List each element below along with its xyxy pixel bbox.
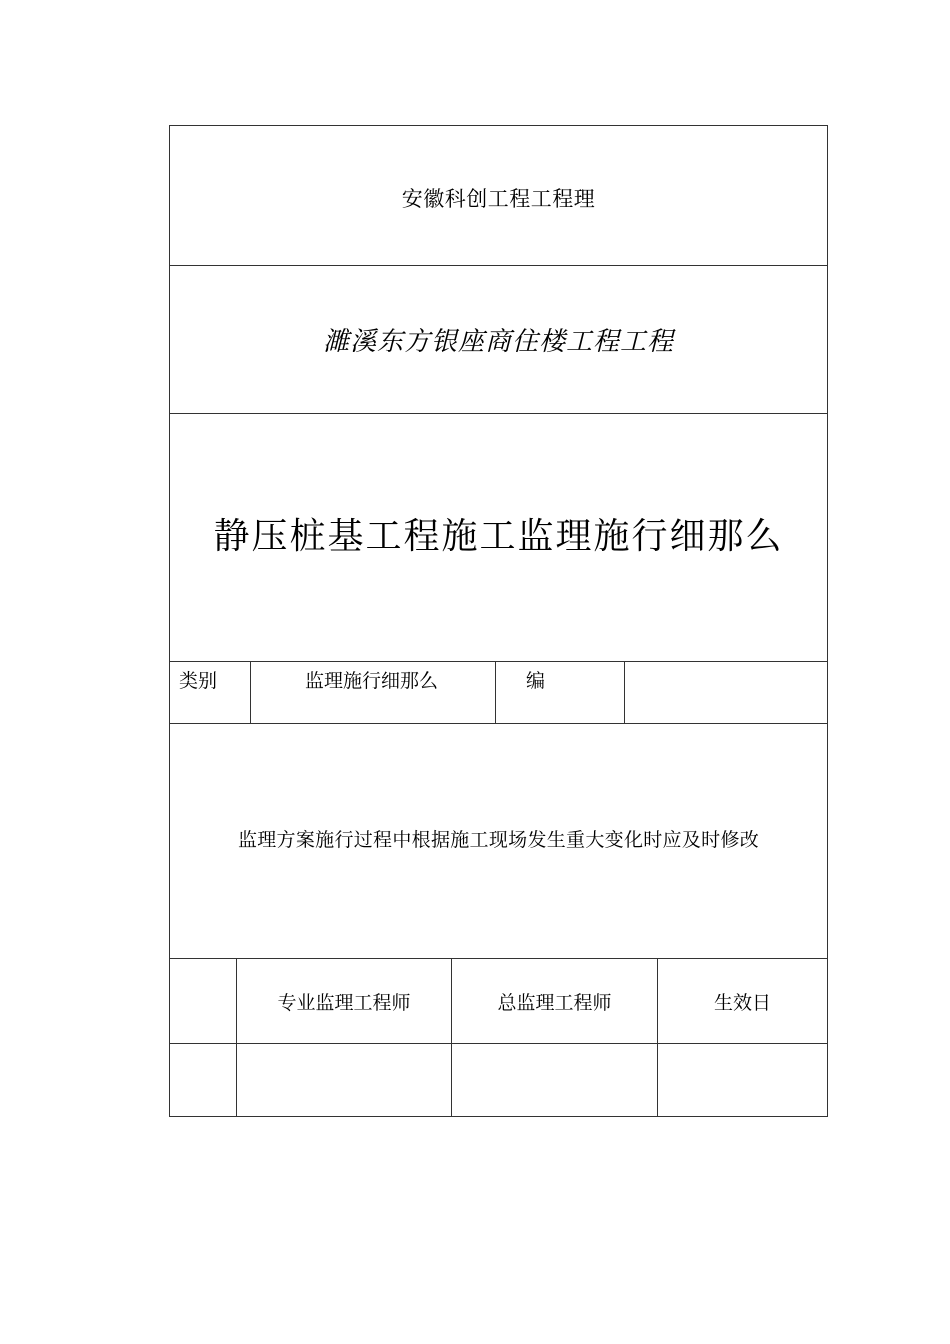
specialty-engineer-header: 专业监理工程师: [277, 991, 411, 1014]
cover-form: [169, 125, 828, 1117]
category-label-cell: [170, 662, 251, 723]
effective-date-header: 生效日: [713, 991, 771, 1014]
title-row: [170, 414, 827, 662]
signature-blank-cell: [170, 959, 237, 1043]
revision-note: 监理方案施行过程中根据施工现场发生重大变化时应及时修改: [237, 829, 760, 851]
note-row: [170, 724, 827, 959]
effective-date-header-cell: [658, 959, 827, 1043]
chief-engineer-header: 总监理工程师: [497, 991, 612, 1014]
project-row: [170, 266, 827, 414]
company-name: 安徽科创工程工程理: [401, 186, 596, 211]
chief-engineer-sign-cell: [452, 1044, 658, 1116]
specialty-engineer-header-cell: [237, 959, 452, 1043]
specialty-engineer-sign-cell: [237, 1044, 452, 1116]
signature-value-row: [170, 1044, 827, 1116]
number-value-cell: [625, 662, 827, 723]
category-value: 监理施行细那么: [305, 670, 439, 692]
document-title: 静压桩基工程施工监理施行细那么: [213, 516, 784, 557]
signature-header-row: [170, 959, 827, 1044]
category-value-cell: [251, 662, 496, 723]
number-label-cell: [496, 662, 625, 723]
company-row: [170, 126, 827, 266]
signature-value-blank-cell: [170, 1044, 237, 1116]
meta-row: [170, 662, 827, 724]
number-label: 编: [526, 670, 546, 692]
category-label: 类别: [179, 670, 218, 692]
chief-engineer-header-cell: [452, 959, 658, 1043]
effective-date-value-cell: [658, 1044, 827, 1116]
project-name: 濉溪东方银座商住楼工程工程: [322, 327, 674, 357]
